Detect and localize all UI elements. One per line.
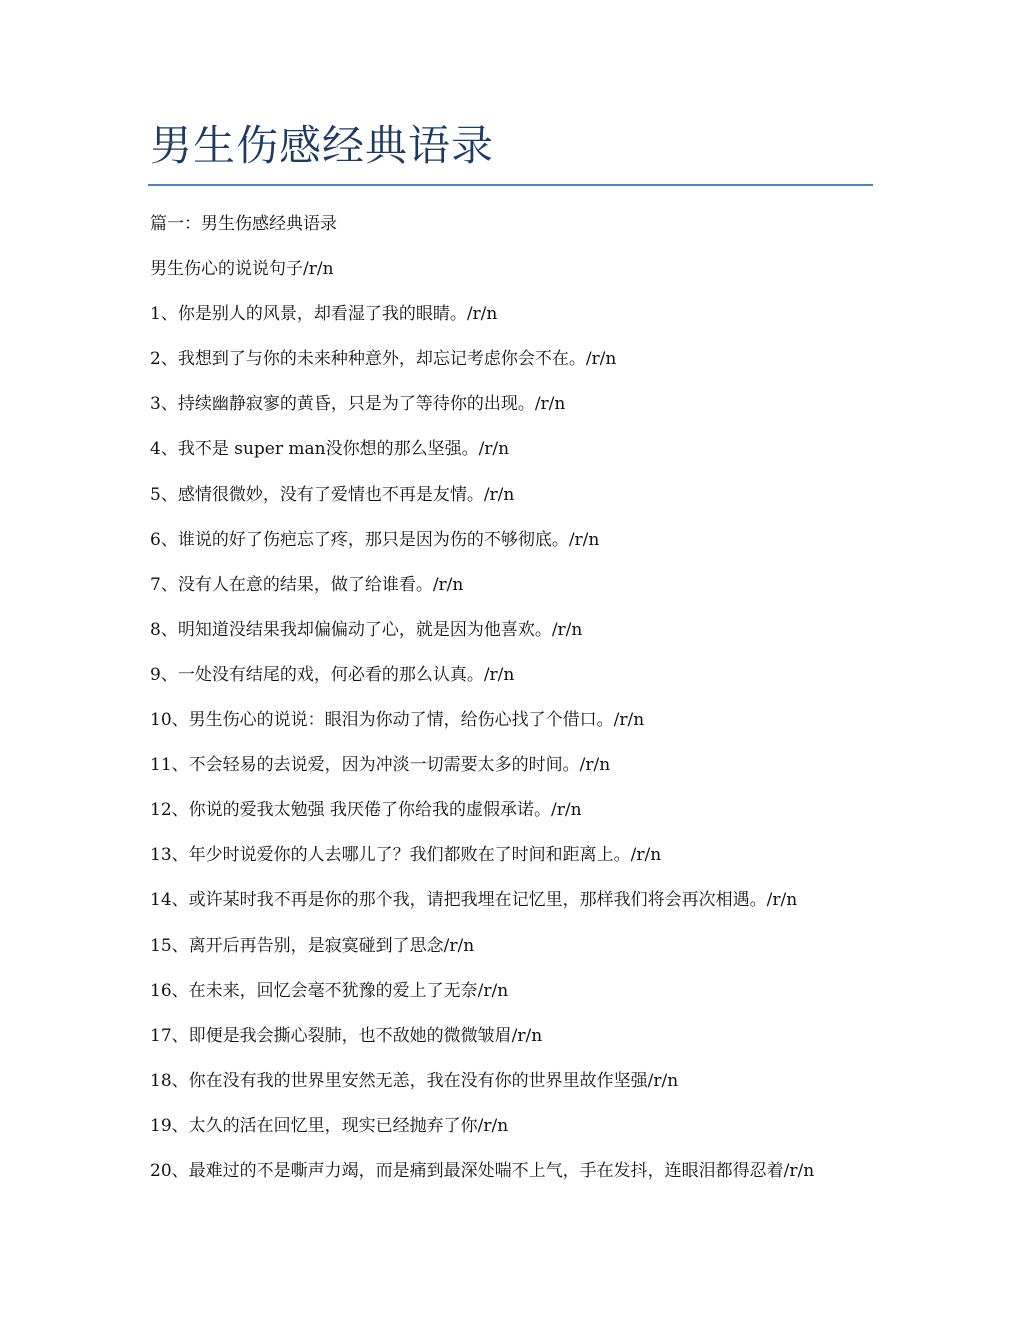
- list-item: 19、太久的活在回忆里，现实已经抛弃了你/r/n: [150, 1115, 509, 1136]
- list-item: 4、我不是 super man没你想的那么坚强。/r/n: [150, 439, 510, 460]
- list-item: 20、最难过的不是嘶声力竭，而是痛到最深处喘不上气，手在发抖，连眼泪都得忍着/r/n: [150, 1160, 815, 1181]
- list-item: 1、你是别人的风景，却看湿了我的眼睛。/r/n: [150, 304, 498, 325]
- list-item: 7、没有人在意的结果，做了给谁看。/r/n: [150, 574, 464, 595]
- document-title: 男生伤感经典语录: [150, 121, 495, 170]
- title-divider: [148, 184, 873, 186]
- list-item: 14、或许某时我不再是你的那个我，请把我埋在记忆里，那样我们将会再次相遇。/r/n: [150, 890, 798, 911]
- list-item: 10、男生伤心的说说：眼泪为你动了情，给伤心找了个借口。/r/n: [150, 710, 645, 731]
- list-item: 12、你说的爱我太勉强 我厌倦了你给我的虚假承诺。/r/n: [150, 800, 582, 821]
- list-item: 17、即便是我会撕心裂肺，也不敌她的微微皱眉/r/n: [150, 1025, 543, 1046]
- list-item: 9、一处没有结尾的戏，何必看的那么认真。/r/n: [150, 664, 515, 685]
- list-item: 3、持续幽静寂寥的黄昏，只是为了等待你的出现。/r/n: [150, 394, 566, 415]
- document-body: [150, 210, 890, 1202]
- list-item: 18、你在没有我的世界里安然无恙，我在没有你的世界里故作坚强/r/n: [150, 1070, 679, 1091]
- subheading: 男生伤心的说说句子/r/n: [150, 259, 334, 280]
- list-item: 8、明知道没结果我却偏偏动了心，就是因为他喜欢。/r/n: [150, 619, 583, 640]
- list-item: 11、不会轻易的去说爱，因为冲淡一切需要太多的时间。/r/n: [150, 755, 611, 776]
- list-item: 6、谁说的好了伤疤忘了疼，那只是因为伤的不够彻底。/r/n: [150, 529, 600, 550]
- list-item: 13、年少时说爱你的人去哪儿了？我们都败在了时间和距离上。/r/n: [150, 845, 662, 866]
- section-heading: 篇一：男生伤感经典语录: [150, 214, 337, 234]
- list-item: 5、感情很微妙，没有了爱情也不再是友情。/r/n: [150, 484, 515, 505]
- list-item: 2、我想到了与你的未来种种意外，却忘记考虑你会不在。/r/n: [150, 349, 617, 370]
- list-item: 16、在未来，回忆会毫不犹豫的爱上了无奈/r/n: [150, 980, 509, 1001]
- list-item: 15、离开后再告别，是寂寞碰到了思念/r/n: [150, 935, 475, 956]
